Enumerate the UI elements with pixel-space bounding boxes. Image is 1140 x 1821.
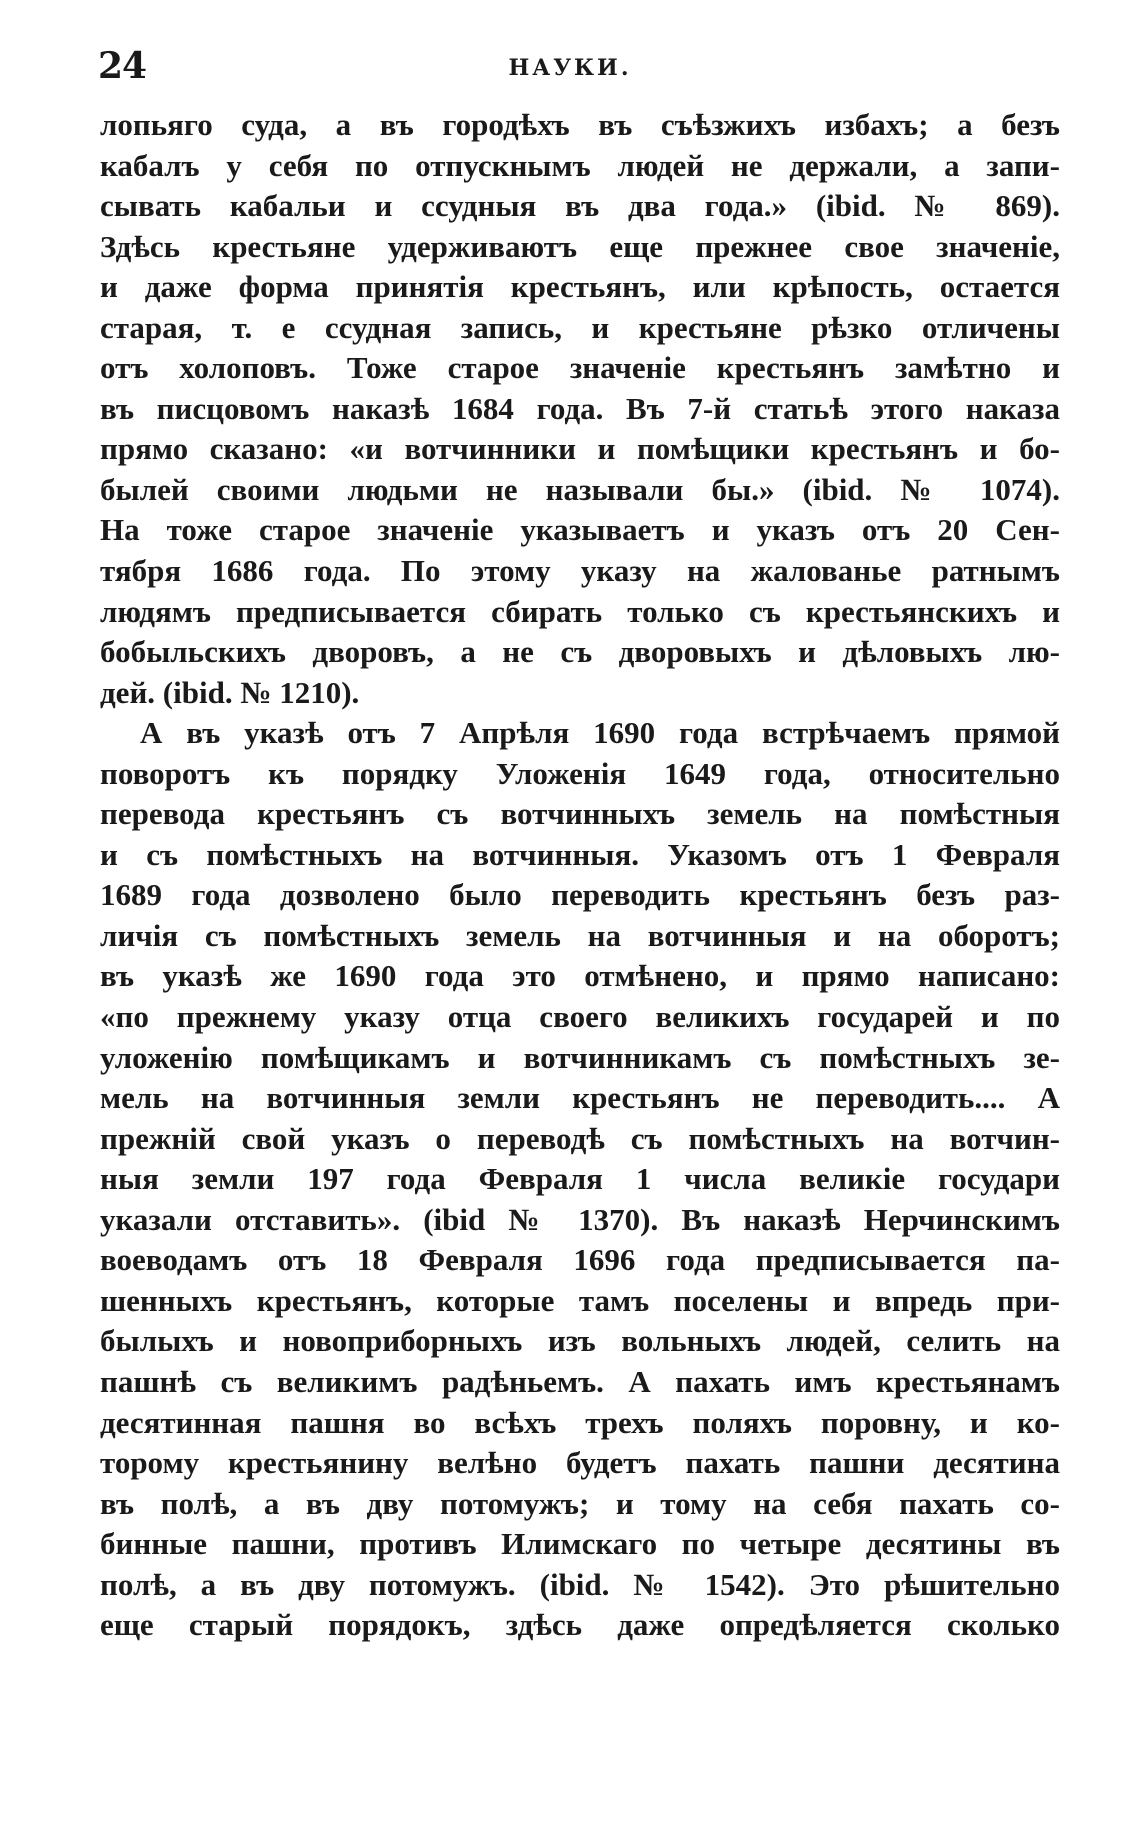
text-line: десятинная пашня во всѣхъ трехъ поляхъ поровну, и ко- [100,1404,1060,1440]
text-line: и даже форма принятія крестьянъ, или крѣпость, остается [100,269,1060,305]
paragraph-1 [100,105,1060,713]
text-line: въ полѣ, а въ дву потомужъ; и тому на себя пахать со- [100,1485,1060,1521]
page-body [100,105,1060,1646]
text-line: прямо сказано: «и вотчинники и помѣщики крестьянъ и бо- [100,431,1060,467]
text-line: лопьяго суда, а въ городѣхъ въ съѣзжихъ избахъ; а безъ [100,107,1060,142]
text-line: бобыльскихъ дворовъ, а не съ дворовыхъ и дѣловыхъ лю- [100,634,1060,670]
text-line: А въ указѣ отъ 7 Апрѣля 1690 года встрѣчаемъ прямой [140,715,1060,751]
text-line: На тоже старое значеніе указываетъ и указъ отъ 20 Сен- [100,512,1060,548]
text-line: указали отставить». (ibid № 1370). Въ наказѣ Нерчинскимъ [100,1201,1060,1237]
text-line: воеводамъ отъ 18 Февраля 1696 года предписывается па- [100,1242,1060,1278]
text-line: перевода крестьянъ съ вотчинныхъ земель на помѣстныя [100,796,1060,832]
text-line: въ указѣ же 1690 года это отмѣнено, и прямо написано: [100,958,1060,994]
text-line: 1689 года дозволено было переводить крестьянъ безъ раз- [100,877,1060,913]
text-line: былей своими людьми не называли бы.» (ibid. № 1074). [100,471,1060,507]
text-line: полѣ, а въ дву потомужъ. (ibid. № 1542). Это рѣшительно [100,1566,1060,1602]
page-number: 24 [98,45,147,87]
text-line: ныя земли 197 года Февраля 1 числа великіе государи [100,1161,1060,1197]
text-line: дей. (ibid. № 1210). [100,674,360,710]
text-line: прежній свой указъ о переводѣ съ помѣстныхъ на вотчин- [100,1120,1060,1156]
text-line: былыхъ и новоприборныхъ изъ вольныхъ людей, селить на [100,1323,1060,1359]
text-line: старая, т. е ссудная запись, и крестьяне рѣзко отличены [100,309,1060,345]
text-line: и съ помѣстныхъ на вотчинныя. Указомъ отъ 1 Февраля [100,836,1060,872]
text-line: пашнѣ съ великимъ радѣньемъ. А пахать имъ крестьянамъ [100,1363,1060,1399]
text-line: въ писцовомъ наказѣ 1684 года. Въ 7-й статьѣ этого наказа [100,390,1060,426]
text-line: поворотъ къ порядку Уложенія 1649 года, относительно [100,755,1060,791]
text-line: бинные пашни, противъ Илимскаго по четыре десятины въ [100,1526,1060,1562]
text-line: людямъ предписывается сбирать только съ крестьянскихъ и [100,593,1060,629]
text-line: «по прежнему указу отца своего великихъ государей и по [100,999,1060,1035]
text-line: торому крестьянину велѣно будетъ пахать пашни десятина [100,1445,1060,1481]
text-line: личія съ помѣстныхъ земель на вотчинныя и на оборотъ; [100,917,1060,953]
text-line: шенныхъ крестьянъ, которые тамъ поселены и впредь при- [100,1282,1060,1318]
text-line: кабалъ у себя по отпускнымъ людей не держали, а запи- [100,147,1060,183]
paragraph-2 [100,713,1060,1646]
text-line: мель на вотчинныя земли крестьянъ не переводить.... А [100,1080,1060,1116]
text-line: отъ холоповъ. Тоже старое значеніе крестьянъ замѣтно и [100,350,1060,386]
text-line: сывать кабальи и ссудныя въ два года.» (ibid. № 869). [100,188,1060,224]
text-line: тября 1686 года. По этому указу на жалованье ратнымъ [100,553,1060,589]
text-line: уложенію помѣщикамъ и вотчинникамъ съ помѣстныхъ зе- [100,1039,1060,1075]
text-line: еще старый порядокъ, здѣсь даже опредѣляется сколько [100,1607,1060,1643]
running-title: НАУКИ. [508,55,632,81]
text-line: Здѣсь крестьяне удерживаютъ еще прежнее свое значеніе, [100,228,1060,264]
